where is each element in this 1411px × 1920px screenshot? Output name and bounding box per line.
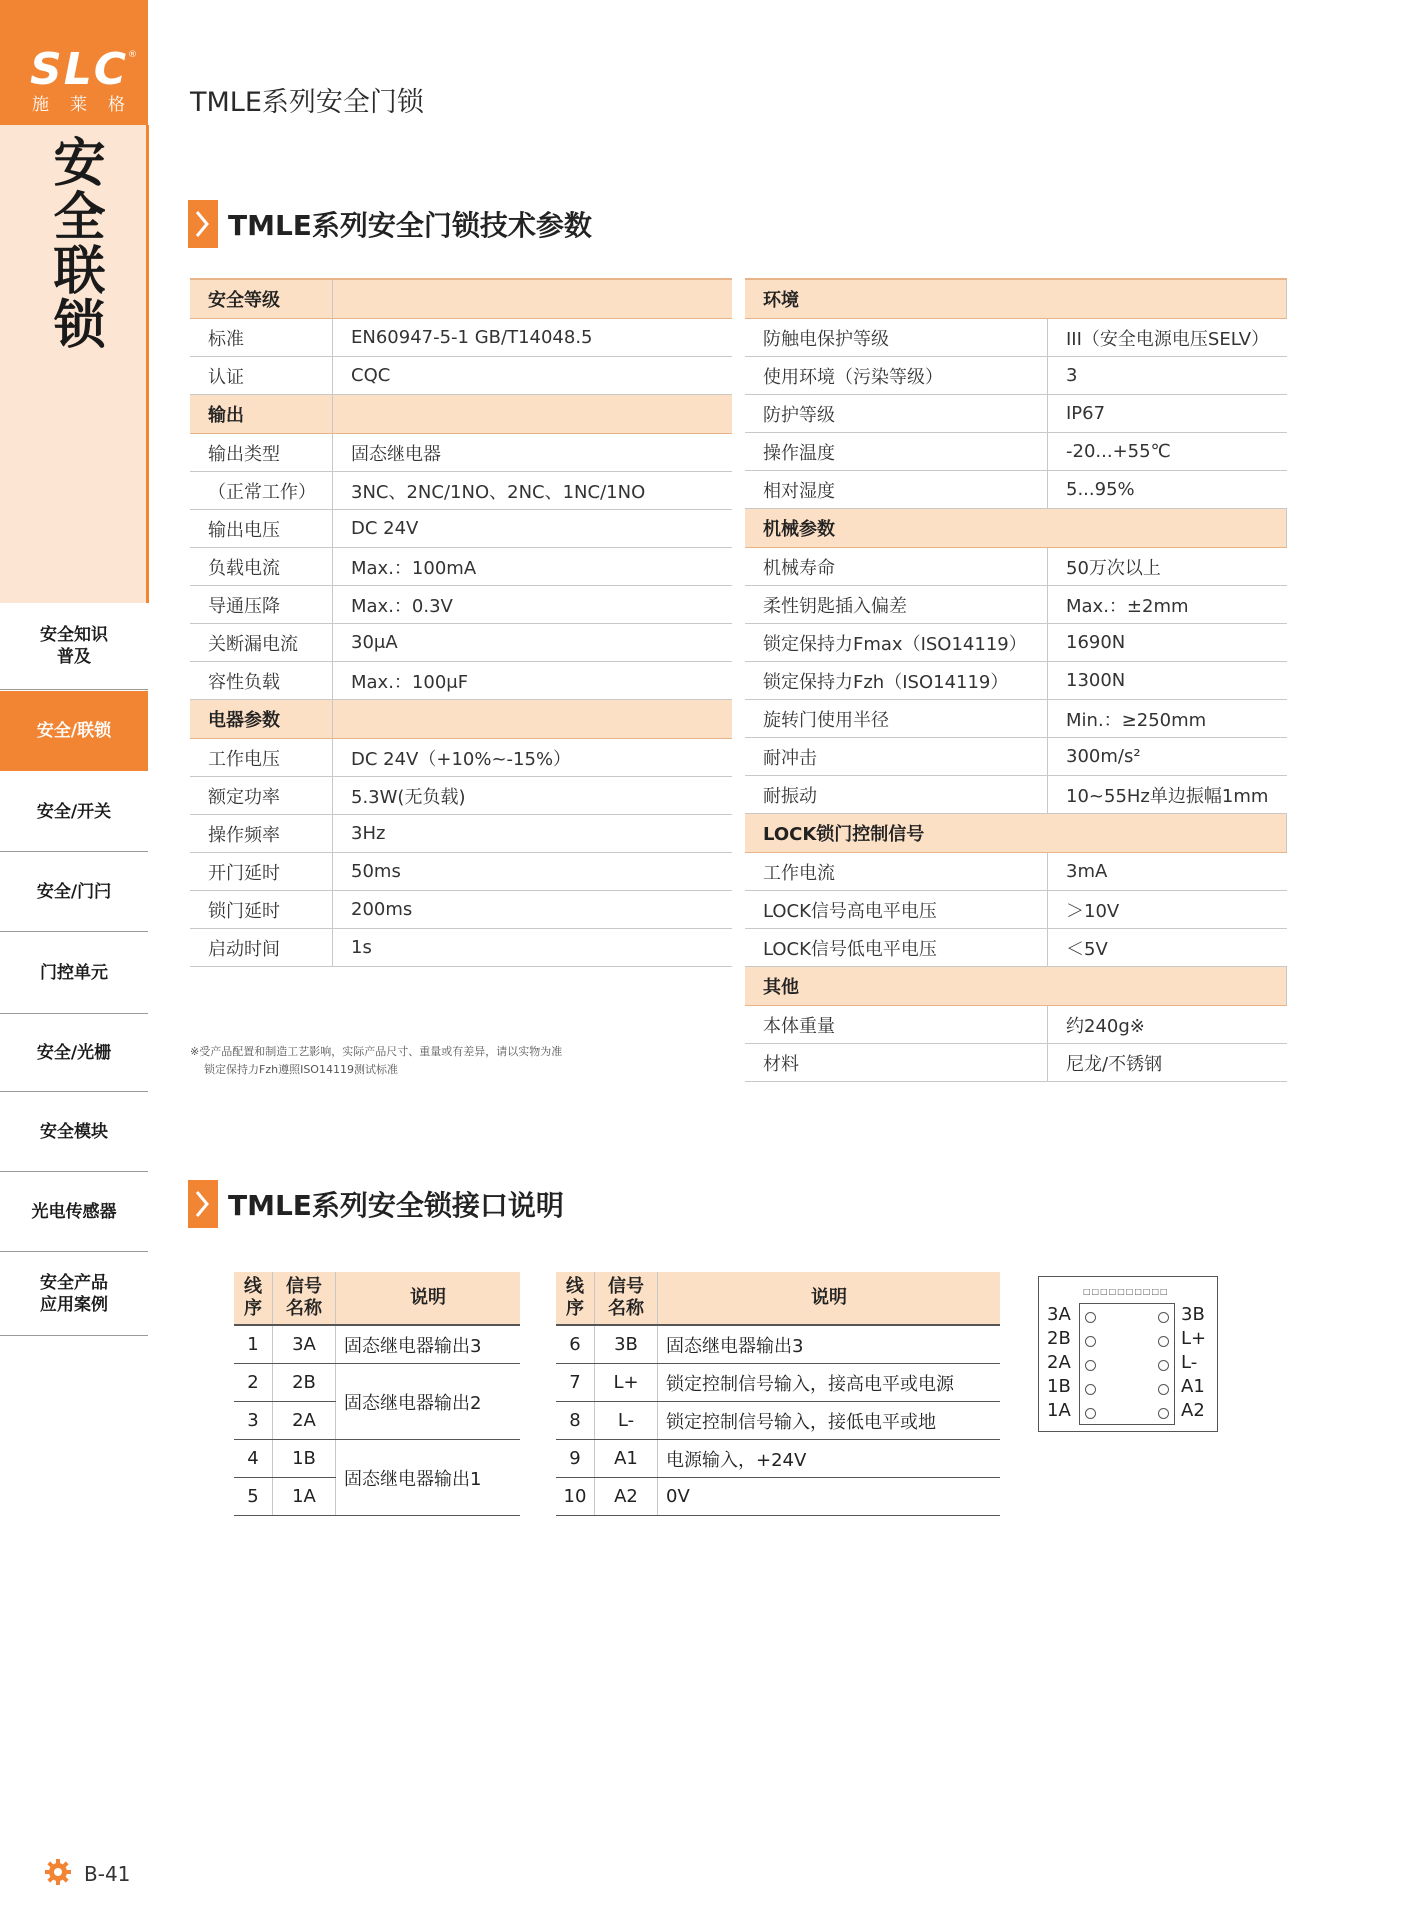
spec-value: Min.：≥250mm <box>1048 700 1287 738</box>
spec-group-header: 输出 <box>190 395 333 434</box>
spec-label: 导通压降 <box>190 586 333 624</box>
terminal-label-right: L- <box>1181 1352 1198 1373</box>
spec-group-header-blank <box>333 395 733 434</box>
spec-value: 1s <box>333 929 733 967</box>
spec-value: 3 <box>1048 357 1287 395</box>
spec-label: 容性负载 <box>190 662 333 700</box>
logo-chinese-name: 施莱格 <box>32 95 146 115</box>
terminal-label-right: A2 <box>1181 1400 1205 1421</box>
spec-value: 50万次以上 <box>1048 548 1287 586</box>
interface-description: 固态继电器输出2 <box>336 1364 521 1440</box>
sidebar-nav-item[interactable]: 安全/光栅 <box>0 1015 148 1092</box>
interface-wire-number: 7 <box>556 1364 595 1402</box>
interface-wire-number: 2 <box>234 1364 273 1402</box>
interface-signal-name: 1B <box>273 1440 336 1478</box>
interface-header-desc: 说明 <box>658 1272 1001 1325</box>
spec-value: ＞10V <box>1048 891 1287 929</box>
spec-value: DC 24V（+10%~-15%） <box>333 739 733 777</box>
spec-table-left <box>190 278 732 967</box>
chevron-right-icon <box>188 1180 218 1228</box>
section-header-interface <box>188 1180 564 1228</box>
spec-value: 5.3W(无负载) <box>333 777 733 815</box>
brand-logo <box>0 0 148 125</box>
spec-group-header-blank <box>333 279 733 319</box>
interface-description: 固态继电器输出3 <box>336 1325 521 1364</box>
spec-value: 10~55Hz单边振幅1mm <box>1048 776 1287 814</box>
interface-header-row <box>234 1272 520 1325</box>
spec-label: 关断漏电流 <box>190 624 333 662</box>
terminal-label-left: 3A <box>1047 1304 1071 1325</box>
spec-value: 1690N <box>1048 624 1287 662</box>
sidebar-nav-item[interactable]: 门控单元 <box>0 933 148 1014</box>
sidebar <box>0 0 148 1920</box>
spec-row <box>745 548 1287 586</box>
spec-label: 锁门延时 <box>190 891 333 929</box>
interface-row <box>556 1325 1000 1364</box>
spec-row <box>190 434 732 472</box>
spec-value: 3NC、2NC/1NO、2NC、1NC/1NO <box>333 472 733 510</box>
interface-wire-number: 3 <box>234 1402 273 1440</box>
spec-row <box>745 662 1287 700</box>
interface-wire-number: 9 <box>556 1440 595 1478</box>
spec-row <box>190 357 732 395</box>
sidebar-nav-item[interactable]: 安全/开关 <box>0 773 148 852</box>
interface-description: 锁定控制信号输入，接低电平或地 <box>658 1402 1001 1440</box>
spec-label: LOCK信号高电平电压 <box>745 891 1048 929</box>
spec-row <box>745 433 1287 471</box>
spec-group-header-row <box>190 395 732 434</box>
spec-label: 防触电保护等级 <box>745 319 1048 357</box>
spec-group-header: LOCK锁门控制信号 <box>745 814 1287 853</box>
spec-table-right <box>745 278 1287 1082</box>
interface-wire-number: 6 <box>556 1325 595 1364</box>
spec-value: 30μA <box>333 624 733 662</box>
interface-signal-name: 2B <box>273 1364 336 1402</box>
terminal-label-left: 1B <box>1047 1376 1071 1397</box>
interface-header-name: 信号 名称 <box>595 1272 658 1325</box>
spec-label: 启动时间 <box>190 929 333 967</box>
interface-row <box>234 1364 520 1402</box>
interface-signal-name: 3B <box>595 1325 658 1364</box>
sidebar-nav-item[interactable]: 光电传感器 <box>0 1173 148 1252</box>
interface-row <box>556 1440 1000 1478</box>
spec-row <box>745 776 1287 814</box>
interface-table-right <box>556 1272 1000 1516</box>
spec-row <box>745 853 1287 891</box>
spec-row <box>190 662 732 700</box>
spec-row <box>745 1044 1287 1082</box>
interface-wire-number: 5 <box>234 1478 273 1516</box>
spec-row <box>745 624 1287 662</box>
chevron-right-icon <box>188 200 218 248</box>
logo-registered-mark: ® <box>128 50 137 60</box>
spec-value: 50ms <box>333 853 733 891</box>
logo-text: SLC <box>30 44 129 95</box>
interface-header-no: 线 序 <box>556 1272 595 1325</box>
interface-row <box>234 1325 520 1364</box>
terminal-label-left: 1A <box>1047 1400 1071 1421</box>
spec-row <box>190 815 732 853</box>
interface-row <box>234 1440 520 1478</box>
terminal-screw <box>1158 1336 1169 1347</box>
page-title: TMLE系列安全门锁 <box>190 87 424 118</box>
terminal-screw <box>1085 1336 1096 1347</box>
sidebar-section-title: 安全联锁 <box>44 135 104 351</box>
terminal-label-left: 2A <box>1047 1352 1071 1373</box>
spec-row <box>745 929 1287 967</box>
interface-description: 固态继电器输出1 <box>336 1440 521 1516</box>
spec-group-header: 电器参数 <box>190 700 333 739</box>
spec-group-header-blank <box>333 700 733 739</box>
sidebar-nav-item[interactable]: 安全产品 应用案例 <box>0 1253 148 1336</box>
spec-group-header: 安全等级 <box>190 279 333 319</box>
spec-label: 工作电流 <box>745 853 1048 891</box>
spec-value: III（安全电源电压SELV） <box>1048 319 1287 357</box>
interface-table-left <box>234 1272 520 1516</box>
spec-group-header-row <box>745 814 1287 853</box>
spec-label: 使用环境（污染等级） <box>745 357 1048 395</box>
interface-signal-name: L- <box>595 1402 658 1440</box>
spec-label: 开门延时 <box>190 853 333 891</box>
spec-label: 材料 <box>745 1044 1048 1082</box>
spec-row <box>190 929 732 967</box>
sidebar-nav-item[interactable]: 安全模块 <box>0 1093 148 1172</box>
spec-row <box>190 777 732 815</box>
spec-row <box>745 357 1287 395</box>
spec-value: 约240g※ <box>1048 1006 1287 1044</box>
interface-signal-name: 2A <box>273 1402 336 1440</box>
section-header-specs <box>188 200 592 248</box>
spec-value: Max.：100μF <box>333 662 733 700</box>
interface-signal-name: A1 <box>595 1440 658 1478</box>
spec-value: 3mA <box>1048 853 1287 891</box>
spec-row <box>190 891 732 929</box>
spec-value: 5...95% <box>1048 471 1287 509</box>
spec-label: 操作温度 <box>745 433 1048 471</box>
terminal-screw <box>1158 1312 1169 1323</box>
spec-row <box>190 624 732 662</box>
spec-value: DC 24V <box>333 510 733 548</box>
spec-label: 输出电压 <box>190 510 333 548</box>
spec-label: 输出类型 <box>190 434 333 472</box>
interface-description: 0V <box>658 1478 1001 1516</box>
terminal-label-right: 3B <box>1181 1304 1205 1325</box>
spec-row <box>745 1006 1287 1044</box>
spec-label: 相对湿度 <box>745 471 1048 509</box>
interface-row <box>556 1364 1000 1402</box>
interface-signal-name: 3A <box>273 1325 336 1364</box>
spec-label: 柔性钥匙插入偏差 <box>745 586 1048 624</box>
spec-label: 耐振动 <box>745 776 1048 814</box>
spec-value: Max.：0.3V <box>333 586 733 624</box>
spec-value: 尼龙/不锈钢 <box>1048 1044 1287 1082</box>
spec-label: 工作电压 <box>190 739 333 777</box>
terminal-screw <box>1085 1408 1096 1419</box>
footnote-line-1: ※受产品配置和制造工艺影响，实际产品尺寸、重量或有差异，请以实物为准 <box>190 1045 563 1058</box>
spec-label: 锁定保持力Fzh（ISO14119） <box>745 662 1048 700</box>
terminal-screw <box>1085 1360 1096 1371</box>
spec-row <box>745 738 1287 776</box>
terminal-screw <box>1158 1384 1169 1395</box>
spec-group-header: 机械参数 <box>745 509 1287 548</box>
spec-row <box>190 472 732 510</box>
terminal-pin-strip: □□□□□□□□□□ <box>1083 1287 1169 1296</box>
terminal-label-right: L+ <box>1181 1328 1207 1349</box>
spec-label: LOCK信号低电平电压 <box>745 929 1048 967</box>
interface-wire-number: 10 <box>556 1478 595 1516</box>
gear-icon <box>44 1858 72 1890</box>
page-footer <box>44 1858 130 1890</box>
spec-value: 1300N <box>1048 662 1287 700</box>
spec-value: IP67 <box>1048 395 1287 433</box>
spec-group-header-row <box>190 279 732 319</box>
spec-row <box>190 739 732 777</box>
terminal-screw <box>1085 1384 1096 1395</box>
spec-value: -20...+55℃ <box>1048 433 1287 471</box>
spec-label: 负载电流 <box>190 548 333 586</box>
interface-header-name: 信号 名称 <box>273 1272 336 1325</box>
terminal-label-left: 2B <box>1047 1328 1071 1349</box>
interface-wire-number: 4 <box>234 1440 273 1478</box>
sidebar-nav-item[interactable]: 安全知识 普及 <box>0 603 148 690</box>
interface-description: 电源输入，+24V <box>658 1440 1001 1478</box>
spec-value: 3Hz <box>333 815 733 853</box>
spec-label: （正常工作） <box>190 472 333 510</box>
spec-label: 标准 <box>190 319 333 357</box>
sidebar-nav-item[interactable]: 安全/门闩 <box>0 853 148 932</box>
interface-signal-name: 1A <box>273 1478 336 1516</box>
spec-label: 机械寿命 <box>745 548 1048 586</box>
spec-label: 耐冲击 <box>745 738 1048 776</box>
spec-value: CQC <box>333 357 733 395</box>
spec-group-header-row <box>745 279 1287 319</box>
interface-wire-number: 8 <box>556 1402 595 1440</box>
spec-row <box>190 510 732 548</box>
terminal-screw <box>1085 1312 1096 1323</box>
footnote <box>190 1043 562 1079</box>
spec-row <box>190 853 732 891</box>
spec-value: 200ms <box>333 891 733 929</box>
interface-wire-number: 1 <box>234 1325 273 1364</box>
spec-label: 额定功率 <box>190 777 333 815</box>
terminal-screw <box>1158 1360 1169 1371</box>
footnote-line-2: 锁定保持力Fzh遵照ISO14119测试标准 <box>204 1063 398 1076</box>
interface-description: 固态继电器输出3 <box>658 1325 1001 1364</box>
spec-value: 300m/s² <box>1048 738 1287 776</box>
spec-row <box>745 395 1287 433</box>
spec-row <box>745 700 1287 738</box>
section-title-interface: TMLE系列安全锁接口说明 <box>228 1189 564 1222</box>
interface-header-no: 线 序 <box>234 1272 273 1325</box>
terminal-diagram <box>1038 1276 1218 1432</box>
spec-row <box>745 891 1287 929</box>
interface-row <box>556 1478 1000 1516</box>
spec-label: 防护等级 <box>745 395 1048 433</box>
interface-description: 锁定控制信号输入，接高电平或电源 <box>658 1364 1001 1402</box>
spec-group-header-row <box>745 509 1287 548</box>
spec-group-header-row <box>190 700 732 739</box>
spec-value: Max.：100mA <box>333 548 733 586</box>
spec-group-header-row <box>745 967 1287 1006</box>
interface-row <box>556 1402 1000 1440</box>
section-title-specs: TMLE系列安全门锁技术参数 <box>228 209 592 242</box>
interface-signal-name: A2 <box>595 1478 658 1516</box>
interface-header-row <box>556 1272 1000 1325</box>
spec-label: 本体重量 <box>745 1006 1048 1044</box>
spec-value: Max.：±2mm <box>1048 586 1287 624</box>
spec-row <box>190 319 732 357</box>
spec-row <box>745 471 1287 509</box>
spec-label: 锁定保持力Fmax（ISO14119） <box>745 624 1048 662</box>
spec-value: 固态继电器 <box>333 434 733 472</box>
spec-row <box>190 548 732 586</box>
spec-label: 操作频率 <box>190 815 333 853</box>
spec-label: 认证 <box>190 357 333 395</box>
spec-row <box>190 586 732 624</box>
spec-group-header: 其他 <box>745 967 1287 1006</box>
spec-group-header: 环境 <box>745 279 1287 319</box>
spec-value: EN60947-5-1 GB/T14048.5 <box>333 319 733 357</box>
terminal-label-right: A1 <box>1181 1376 1205 1397</box>
spec-value: ＜5V <box>1048 929 1287 967</box>
terminal-screw <box>1158 1408 1169 1419</box>
spec-row <box>745 586 1287 624</box>
spec-label: 旋转门使用半径 <box>745 700 1048 738</box>
sidebar-nav-item[interactable]: 安全/联锁 <box>0 691 148 771</box>
page-number: B-41 <box>84 1862 131 1886</box>
spec-row <box>745 319 1287 357</box>
interface-header-desc: 说明 <box>336 1272 521 1325</box>
interface-signal-name: L+ <box>595 1364 658 1402</box>
